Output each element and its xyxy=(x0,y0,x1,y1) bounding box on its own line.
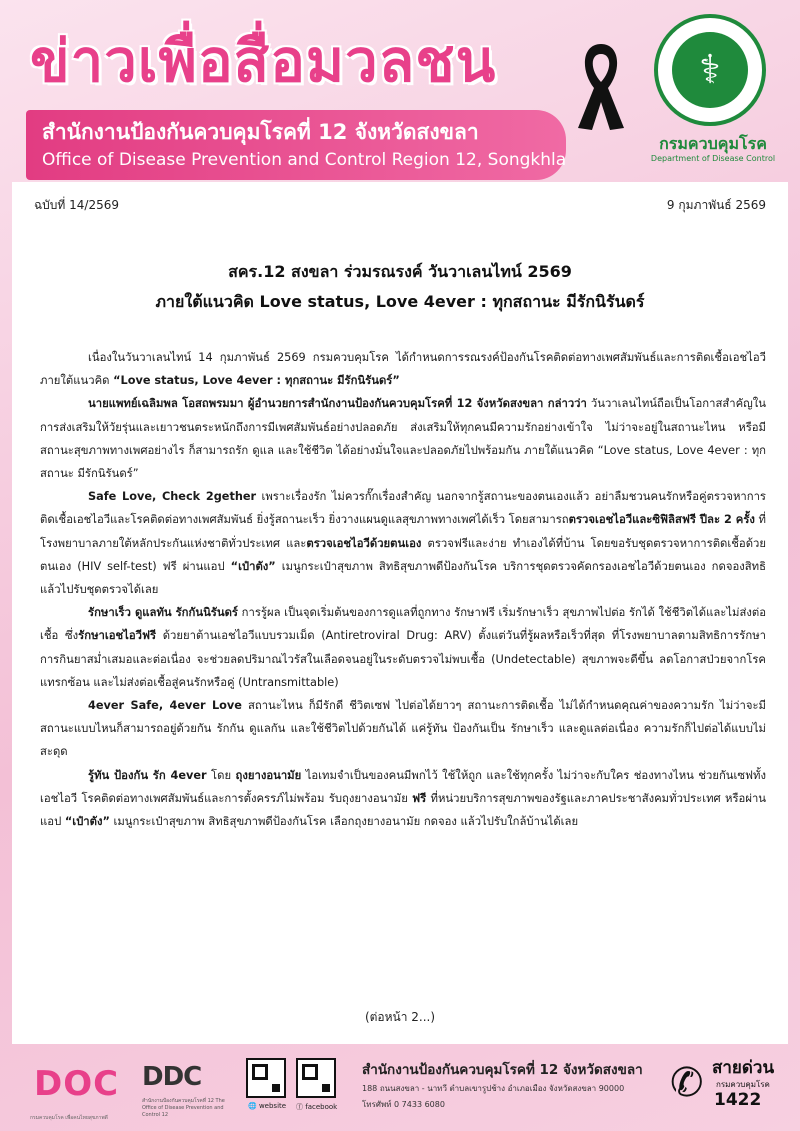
paragraph-3: Safe Love, Check 2gether เพราะเรื่องรัก ไม่ควรกั๊กเรื่องสำคัญ นอกจากรู้สถานะของตนเองแล้ว อย่าลืมชวนคนรักหรือคู่ตรวจหาการติดเชื้อเอชไอวีและโรคติดต่อทางเพศสัมพันธ์ ยิ่งรู้สถานะเร็ว ยิ่งวางแผนดูแลสุขภาพทางเพศได้เร็ว โดยสามารถตรวจเอชไอวีและซิฟิลิสฟรี ปีละ 2 ครั้ง ที่โรงพยาบาลภายใต้หลักประกันแห่งชาติทั่วประเทศ และตรวจเอชไอวีด้วยตนเอง ตรวจฟรีและง่าย ทำเองได้ที่บ้าน โดยขอรับชุดตรวจหาการติดเชื้อด้วยตนเอง (HIV self-test) ฟรี ผ่านแอป “เป๋าตัง” เมนูกระเป๋าสุขภาพ สิทธิสุขภาพดีป้องกันโรค บริการชุดตรวจคัดกรองเอชไอวีด้วยตนเอง กดจองสิทธิ แล้วไปรับชุดตรวจได้เลย xyxy=(40,490,766,597)
page-footer xyxy=(0,1044,800,1131)
ddc-logo xyxy=(142,1062,225,1118)
office-name-th: สำนักงานป้องกันควบคุมโรคที่ 12 จังหวัดสงขลา xyxy=(42,120,479,144)
doc-logo: DOC xyxy=(34,1064,120,1104)
office-name-en: Office of Disease Prevention and Control Region 12, Songkhla xyxy=(42,150,567,170)
footer-office-phone: โทรศัพท์ 0 7433 6080 xyxy=(362,1100,445,1109)
issue-date: 9 กุมภาพันธ์ 2569 xyxy=(666,198,766,212)
article-body xyxy=(40,346,766,833)
paragraph-5: 4ever Safe, 4ever Love สถานะไหน ก็มีรักดี ชีวิตเซฟ ไปต่อได้ยาวๆ สถานะการติดเชื้อ ไม่ได้กำหนดคุณค่าของความรัก ไม่ว่าจะมีสถานะแบบไหนก็สามารถอยู่ด้วยกัน รักกัน ดูแลกัน และใช้ชีวิตไปด้วยกันได้ แค่รู้ทัน ป้องกันเป็น รักษาเร็ว และดูแลต่อเนื่อง ความรักก็ไปต่อได้แบบไม่สะดุด xyxy=(40,699,766,759)
footer-office-name: สำนักงานป้องกันควบคุมโรคที่ 12 จังหวัดสงขลา xyxy=(362,1062,643,1078)
website-qr-label: 🌐 website xyxy=(248,1102,287,1110)
phone-icon: ✆ xyxy=(670,1060,704,1106)
facebook-qr-label: ⓕ facebook xyxy=(296,1103,338,1111)
hotline-badge xyxy=(670,1052,786,1122)
paragraph-6: รู้ทัน ป้องกัน รัก 4ever โดย ถุงยางอนามัย ไอเทมจำเป็นของคนมีพกไว้ ใช้ให้ถูก และใช้ทุกครั้ง ไม่ว่าจะกับใคร ช่องทางไหน ช่วยกันเซฟทั้งเอชไอวี โรคติดต่อทางเพศสัมพันธ์และการตั้งครรภ์ไม่พร้อม รับถุงยางอนามัย ฟรี ที่หน่วยบริการสุขภาพของรัฐและภาคประชาสังคมทั่วประเทศ หรือผ่านแอป “เป๋าตัง” เมนูกระเป๋าสุขภาพ สิทธิสุขภาพดีป้องกันโรค เลือกถุงยางอนามัย กดจอง แล้วไปรับใกล้บ้านได้เลย xyxy=(40,768,767,829)
document-paper xyxy=(12,182,788,1044)
department-name-th: กรมควบคุมโรค xyxy=(659,134,767,153)
press-release-header xyxy=(0,0,800,182)
issue-number: ฉบับที่ 14/2569 xyxy=(34,198,119,212)
ddc-logo-text: DDC xyxy=(142,1062,202,1092)
paragraph-4: รักษาเร็ว ดูแลทัน รักกันนิรันดร์ การรู้ผล เป็นจุดเริ่มต้นของการดูแลที่ถูกทาง รักษาฟรี เริ่มรักษาเร็ว สุขภาพไปต่อ รักได้ ใช้ชีวิตได้และไม่ส่งต่อเชื้อ ซึ่งรักษาเอชไอวีฟรี ด้วยยาต้านเอชไอวีแบบรวมเม็ด (Antiretroviral Drug: ARV) ตั้งแต่วันที่รู้ผลหรือเร็วที่สุด ที่โรงพยาบาลตามสิทธิการรักษา การกินยาสม่ำเสมอและต่อเนื่อง จะช่วยลดปริมาณไวรัสในเลือดจนอยู่ในระดับตรวจไม่พบเชื้อ (Undetectable) สุขภาพจะดีขึ้น ลดโอกาสป่วยจากโรคแทรกซ้อน และไม่ส่งต่อเชื้อสู่คนรักหรือคู่ (Untransmittable) xyxy=(40,606,767,689)
hotline-number: 1422 xyxy=(714,1090,762,1110)
department-name-en: Department of Disease Control xyxy=(650,154,776,163)
doc-logo-caption: กรมควบคุมโรค เพื่อคนไทยสุขภาพดี xyxy=(30,1115,108,1121)
paragraph-2: นายแพทย์เฉลิมพล โอสถพรมมา ผู้อำนวยการสำนักงานป้องกันควบคุมโรคที่ 12 จังหวัดสงขลา กล่าวว่า วันวาเลนไทน์ถือเป็นโอกาสสำคัญในการส่งเสริมให้วัยรุ่นและเยาวชนตระหนักถึงการมีเพศสัมพันธ์อย่างปลอดภัย ส่งเสริมให้ทุกคนมีความรักอย่างเข้าใจ ไม่ว่าจะอยู่ในสถานะไหน หรือมีสถานะสุขภาพทางเพศอย่างไร ก็สามารถรัก ดูแล และใช้ชีวิต ได้อย่างมั่นใจและปลอดภัยไปพร้อมกัน ภายใต้แนวคิด “Love status, Love 4ever : ทุกสถานะ มีรักนิรันดร์” xyxy=(40,397,766,481)
press-release-title: ข่าวเพื่อสื่อมวลชน xyxy=(30,27,497,95)
hotline-subtitle: กรมควบคุมโรค xyxy=(716,1080,770,1089)
ministry-of-public-health-seal xyxy=(654,14,766,126)
department-logo xyxy=(648,14,778,174)
continued-note: (ต่อหน้า 2...) xyxy=(364,1010,436,1024)
headline-line-2: ภายใต้แนวคิด Love status, Love 4ever : ทุกสถานะ มีรักนิรันดร์ xyxy=(155,292,645,311)
footer-office-address: 188 ถนนสงขลา - นาทวี ตำบลเขารูปช้าง อำเภอเมือง จังหวัดสงขลา 90000 xyxy=(362,1084,625,1093)
paragraph-1: เนื่องในวันวาเลนไทน์ 14 กุมภาพันธ์ 2569 กรมควบคุมโรค ได้กำหนดการรณรงค์ป้องกันโรคติดต่อทางเพศสัมพันธ์และการติดเชื้อเอชไอวี ภายใต้แนวคิด “Love status, Love 4ever : ทุกสถานะ มีรักนิรันดร์” xyxy=(40,351,766,388)
caduceus-icon: ⚕ xyxy=(672,32,748,108)
hotline-title: สายด่วน xyxy=(712,1058,775,1078)
facebook-qr-code[interactable] xyxy=(296,1058,336,1098)
office-banner xyxy=(26,110,566,180)
website-qr-code[interactable] xyxy=(246,1058,286,1098)
headline-line-1: สคร.12 สงขลา ร่วมรณรงค์ วันวาเลนไทน์ 2569 xyxy=(228,262,572,281)
ddc-logo-caption: สำนักงานป้องกันควบคุมโรคที่ 12 The Office of Disease Prevention and Control 12 xyxy=(142,1098,225,1118)
mourning-ribbon-icon xyxy=(572,40,630,132)
